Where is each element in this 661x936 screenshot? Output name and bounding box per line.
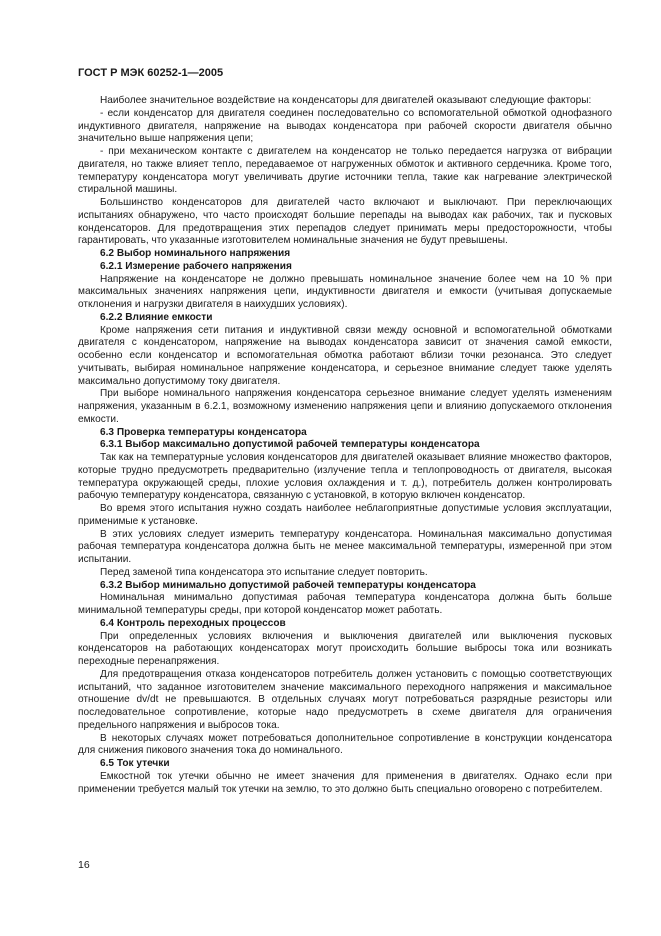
paragraph: В некоторых случаях может потребоваться дополнительное сопротивление в конструкции конденсатора для снижения пикового значения тока до номинального. [78, 732, 612, 757]
document-header: ГОСТ Р МЭК 60252-1—2005 [78, 67, 224, 79]
paragraph: Для предотвращения отказа конденсаторов потребитель должен установить с помощью соответствующих испытаний, что заданное изготовителем значение максимального переходного напряжения и максимальное отношение dv/dt не превышаются. В отдельных случаях могут потребоваться разрядные резисторы или последовательное сопротивление, которые надо предусмотреть в схеме двигателя для ограничения предельного напряжения и выбросов тока. [78, 668, 612, 731]
page-number: 16 [78, 859, 90, 871]
paragraph: Кроме напряжения сети питания и индуктивной связи между основной и вспомогательной обмотками двигателя с конденсатором, напряжение на выводах конденсатора зависит от значения самой емкости, особенно если конденсатор и вспомогательная обмотка работают вблизи точки резонанса. Это следует учитывать, выбирая номинальное напряжение конденсатора, и серьезное внимание следует также уделять максимально допустимому току двигателя. [78, 324, 612, 387]
section-heading: 6.3 Проверка температуры конденсатора [100, 426, 307, 438]
section-heading: 6.3.1 Выбор максимально допустимой рабочей температуры конденсатора [100, 439, 480, 451]
section-heading: 6.2 Выбор номинального напряжения [100, 248, 291, 259]
paragraph: - если конденсатор для двигателя соединен последовательно со вспомогательной обмоткой однофазного индуктивного двигателя, напряжение на выводах конденсатора при рабочей скорости двигателя обычно значительно выше напряжения цепи; [78, 107, 612, 145]
section-heading: 6.2.2 Влияние емкости [100, 311, 213, 323]
paragraph: Напряжение на конденсаторе не должно превышать номинальное значение более чем на 10 % при максимальных значениях напряжения цепи, индуктивности двигателя и емкости (учитывая допускаемые отклонения и нагрузки двигателя в наихудших условиях). [78, 273, 612, 310]
paragraph: При выборе номинального напряжения конденсатора серьезное внимание следует уделять изменениям напряжения, указанным в 6.2.1, возможному изменению напряжения цепи и влиянию допускаемого отклонения емкости. [78, 388, 612, 425]
paragraph: Большинство конденсаторов для двигателей часто включают и выключают. При переключающих испытаниях обнаружено, что часто происходят большие перепады на выводах как рабочих, так и пусковых конденсаторов. Для предотвращения этих перепадов следует принимать меры предосторожности, чтобы гарантировать, что указанные изготовителем номинальные значения не будут превышены. [78, 197, 612, 247]
section-heading: 6.4 Контроль переходных процессов [100, 617, 286, 629]
paragraph: При определенных условиях включения и выключения двигателей или выключения пусковых конденсаторов на работающих конденсаторах могут происходить большие выбросы тока или возникать переходные перенапряжения. [78, 630, 612, 667]
section-heading: 6.2.1 Измерение рабочего напряжения [100, 260, 292, 272]
paragraph: В этих условиях следует измерить температуру конденсатора. Номинальная максимально допустимая рабочая температура конденсатора должна быть не менее максимальной температуры, измеренной при этом испытании. [78, 528, 612, 565]
paragraph: Наиболее значительное воздействие на конденсаторы для двигателей оказывают следующие факторы: [100, 95, 592, 106]
paragraph: - при механическом контакте с двигателем на конденсатор не только передается нагрузка от вибрации двигателя, но также влияет тепло, передаваемое от нагруженных обмоток и активного сердечника. Кроме того, температуру конденсатора могут увеличивать другие источники тепла, такие как нагревание электрической стиральной машины. [78, 146, 612, 196]
paragraph: Так как на температурные условия конденсаторов для двигателей оказывает влияние множество факторов, которые трудно предусмотреть предварительно (излучение тепла и теплопроводность от двигателя, высокая температура окружающей среды, плохие условия охлаждения и т. д.), потребитель должен контролировать рабочую температуру конденсатора, связанную с установкой, в которую включен конденсатор. [78, 452, 612, 502]
section-heading: 6.3.2 Выбор минимально допустимой рабочей температуры конденсатора [100, 579, 476, 591]
document-body [78, 95, 612, 796]
paragraph: Во время этого испытания нужно создать наиболее неблагоприятные допустимые условия эксплуатации, применимые к установке. [78, 503, 612, 527]
section-heading: 6.5 Ток утечки [100, 758, 170, 769]
paragraph: Номинальная минимально допустимая рабочая температура конденсатора должна быть больше минимальной температуры среды, при которой конденсатор может работать. [78, 592, 612, 616]
paragraph: Емкостной ток утечки обычно не имеет значения для применения в двигателях. Однако если при применении требуется малый ток утечки на землю, то это должно быть специально оговорено с потребителем. [78, 770, 612, 795]
paragraph: Перед заменой типа конденсатора это испытание следует повторить. [100, 566, 428, 578]
